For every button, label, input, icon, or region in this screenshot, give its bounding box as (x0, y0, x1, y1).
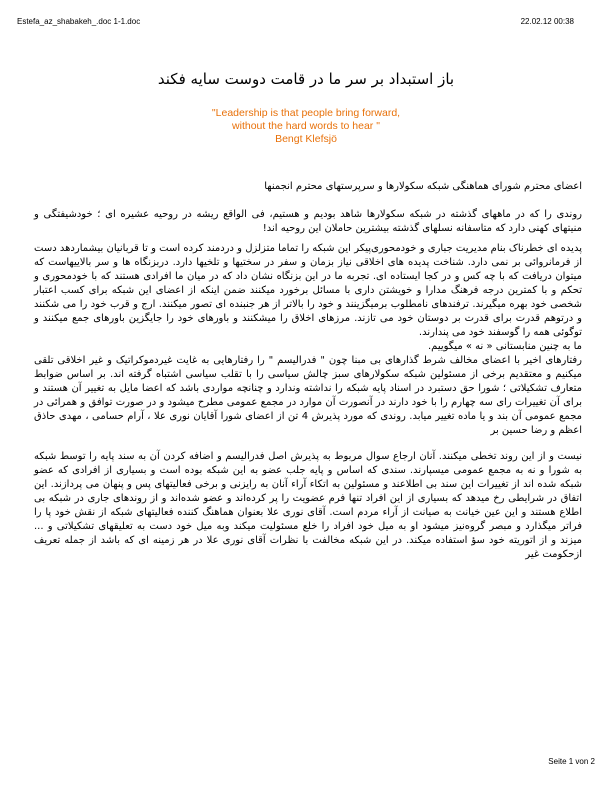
letter-body (34, 180, 582, 562)
greeting: اعضای محترم شورای هماهنگی شبکه سکولارها و سرپرستهای محترم انجمنها (264, 181, 582, 192)
document-datetime: 22.02.12 00:38 (520, 17, 574, 26)
quote-line-1: "Leadership is that people bring forward, (211, 107, 401, 119)
paragraph-2-conclusion: ما به چنین منابستانی « نه » میگوییم. (427, 341, 582, 352)
page-title: باز استبداد بر سر ما در قامت دوست سایه فکند (157, 70, 455, 88)
page-number: Seite 1 von 2 (548, 757, 595, 766)
document-filename: Estefa_az_shabakeh_.doc 1-1.doc (17, 17, 141, 26)
quote-author: Bengt Klefsjö (275, 133, 337, 145)
paragraph-4: نیست و از این روند تخطی میکنند. آنان ارجاع سوال مربوط به پذیرش اصل فدرالیسم و اضافه کردن آن به سند پایه را توسط شبکه به شورا و نه به مجمع عمومی میسپارند. سندی که اساس و پایه جلب عضو به این شبکه بوده است و بسیاری از افرادی که عضو شبکه شده اند از تغییرات این سند بی اطلاعند و مسئولین به اتکاء آراء آنان به رایزنی و برخی فعالیتهای پس و پنهان می پردازند. این اتفاق در شرایطی رخ میدهد که بسیاری از این افراد تنها فرم عضویت را پر کرده‌اند و عضو شده‌اند و از روندهای جاری در شبکه بی اطلاع هستند و این عین خیانت به صیانت از آراء مردم است. آقای نوری علا بعنوان هماهنگ کننده فعالیتهای شبکه از نقش خود پا را فراتر میگذارد و مبصر گروه‌نیز میشود او به میل خود افراد را خلع مسئولیت میکند وبه میل خود دست به تعلیقهای تشکیلاتی و ... میزند و از اتوریته خود سؤ استفاده میکند. در این شبکه مخالفت با نظرات آقای نوری علا در هر زمینه ای که باشد از جمله تعریف ازحکومت غیر (34, 451, 582, 560)
paragraph-1: روندی را که در ماههای گذشته در شبکه سکولارها شاهد بودیم و هستیم، فی الواقع ریشه در روحیه عشیره ای ؛ خودشیفتگی و منیتهای کهنی دارد که متاسفانه نسلهای گذشته بیشترین حاملان این روحیه اند! (34, 209, 582, 234)
quote-line-2: without the hard words to hear " (232, 120, 380, 132)
paragraph-3: رفتارهای اخیر با اعضای مخالف شرط گذارهای بی مبنا چون " فدرالیسم " را رفتارهایی به غایت غیردموکراتیک و غیر اخلاقی تلقی میکنیم و معتقدیم برخی از مسئولین شبکه سکولارهای سبز چالش سیاسی را با تقلب سیاسی اشتباه گرفته اند. بر اساس ضوابط متعارف تشکیلاتی ؛ شورا حق دستبرد در اسناد پایه شبکه را نداشته وندارد و چنانچه مواردی باشد که اعضا مایل به تغییر آن هستند و برای آن تغییرات رای سه چهارم را با خود دارند در آنصورت آن موارد در مجمع عمومی مطرح میشود و در صورت توافق و همرائی در مجمع عمومی آن بند و یا ماده تغییر میابد. روندی که مورد پذیرش 4 تن از اعضای شورا آقایان نوری علا ، آرام حسامی ، مهدی حاذق اعظم و رضا حسین بر (34, 355, 582, 436)
quote-block (60, 107, 552, 146)
paragraph-2: پدیده ای خطرناک بنام مدیریت جباری و خودمحوری‌پیکر این شبکه را تماما متزلزل و دردمند کرده است و تا قربانیان بیشماردهد دست از فرمانروائی بر نمی دارد. شناخت پدیده های اخلاقی نیاز بزمان و سفر در سختیها و تلخیها دارد. دربزنگاه ها و سر بالاییهاست که میتوان دریافت که با چه کس و در کجا ایستاده ای. تجربه ما در این بزنگاه نشان داد که در میان ما افرادی هستند که با خودمحوری و تحکم و با کمترین درجه فرهنگ مدارا و خویشتن داری با مسائل برخورد میکنند ضمن اینکه از اعضای این شبکه برای کسب اعتبار شخصی خود بهره میگیرند. ترفندهای نامطلوب برمیگزینند و خود را بالاتر از هر جنبنده ای تصور میکنند. ارج و قرب خود را می شکنند و درتوهم قدرت برای قدرت بر دوستان خود می تازند. مرزهای اخلاق را میشکنند و باورهای خود را جایگزین باورهای جمع میکنند و توگوئی همه را گوسفند خود می پندارند. (34, 243, 582, 338)
